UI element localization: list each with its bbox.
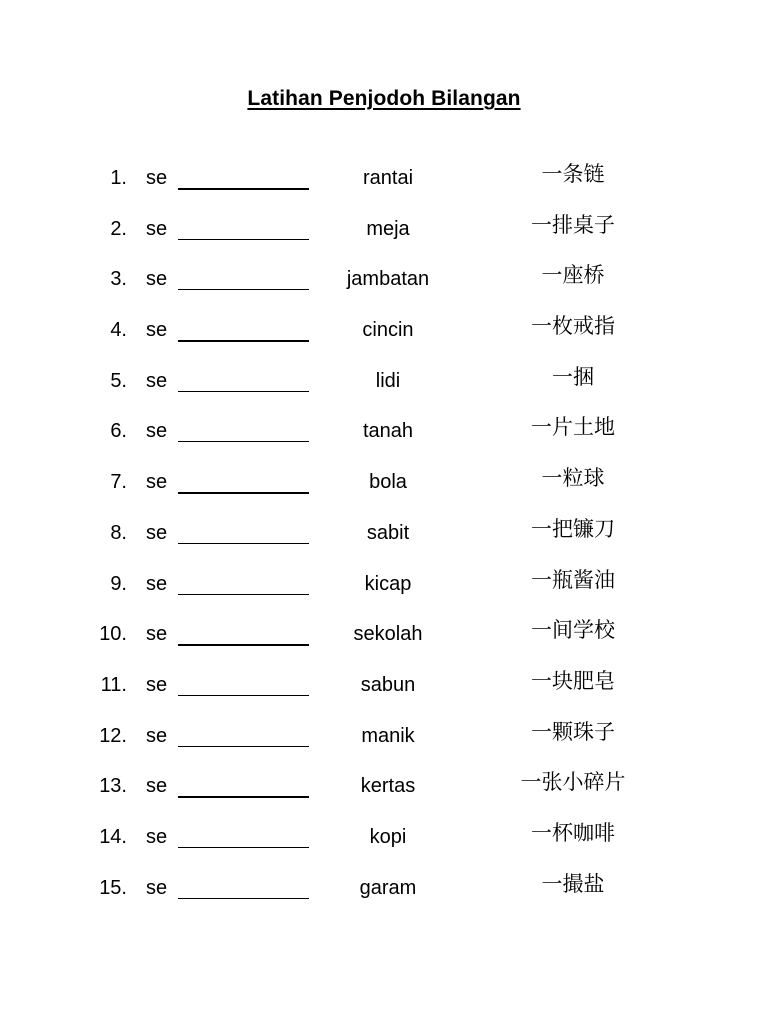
list-item <box>0 456 768 507</box>
item-prefix: se <box>146 623 168 646</box>
list-item <box>0 710 768 761</box>
item-number: 5. <box>110 369 127 392</box>
item-number: 9. <box>110 572 127 595</box>
answer-blank[interactable] <box>178 441 309 442</box>
list-item <box>0 253 768 304</box>
item-translation: 一瓶酱油 <box>531 567 615 592</box>
item-noun: rantai <box>362 167 414 189</box>
item-number: 3. <box>110 268 127 291</box>
list-item <box>0 862 768 913</box>
page-title: Latihan Penjodoh Bilangan <box>247 87 521 110</box>
answer-blank[interactable] <box>178 695 309 696</box>
exercise-list <box>0 152 768 912</box>
item-prefix: se <box>146 825 168 848</box>
item-number: 4. <box>110 319 127 342</box>
item-prefix: se <box>146 369 168 392</box>
item-translation: 一条链 <box>541 162 605 186</box>
item-noun: kicap <box>364 572 412 595</box>
answer-blank[interactable] <box>178 746 309 747</box>
item-translation: 一块肥皂 <box>531 668 615 693</box>
list-item <box>0 608 768 659</box>
item-translation: 一把镰刀 <box>531 516 615 541</box>
item-number: 6. <box>110 420 127 443</box>
item-translation: 一杯咖啡 <box>531 820 615 845</box>
answer-blank[interactable] <box>178 543 309 544</box>
item-noun: kertas <box>360 775 416 798</box>
item-number: 13. <box>99 775 127 798</box>
answer-blank[interactable] <box>178 239 309 240</box>
list-item <box>0 760 768 811</box>
answer-blank[interactable] <box>178 594 309 595</box>
answer-blank[interactable] <box>178 289 309 290</box>
answer-blank[interactable] <box>178 644 309 646</box>
list-item <box>0 304 768 355</box>
item-prefix: se <box>146 167 168 189</box>
list-item <box>0 355 768 406</box>
item-number: 8. <box>110 521 127 544</box>
item-translation: 一粒球 <box>541 466 605 491</box>
item-noun: sekolah <box>353 623 423 646</box>
item-prefix: se <box>146 471 168 494</box>
item-noun: garam <box>359 876 417 899</box>
item-number: 10. <box>99 623 127 646</box>
item-translation: 一枚戒指 <box>531 314 615 339</box>
list-item <box>0 558 768 609</box>
item-translation: 一张小碎片 <box>520 770 626 795</box>
answer-blank[interactable] <box>178 898 309 899</box>
item-prefix: se <box>146 724 168 747</box>
item-number: 14. <box>99 825 127 848</box>
item-noun: bola <box>369 471 407 494</box>
item-prefix: se <box>146 420 168 443</box>
item-noun: meja <box>366 217 410 240</box>
item-translation: 一颗珠子 <box>531 719 615 744</box>
answer-blank[interactable] <box>178 340 309 342</box>
item-number: 15. <box>99 876 127 899</box>
answer-blank[interactable] <box>178 492 309 494</box>
item-prefix: se <box>146 521 168 544</box>
item-translation: 一间学校 <box>531 618 615 643</box>
answer-blank[interactable] <box>178 188 309 190</box>
item-noun: tanah <box>362 420 414 443</box>
list-item <box>0 152 768 203</box>
item-number: 11. <box>100 673 127 696</box>
list-item <box>0 659 768 710</box>
answer-blank[interactable] <box>178 796 309 798</box>
item-prefix: se <box>146 673 168 696</box>
item-noun: cincin <box>362 319 414 342</box>
item-noun: sabun <box>360 673 416 696</box>
item-number: 7. <box>110 471 127 494</box>
item-prefix: se <box>146 217 168 240</box>
item-translation: 一座桥 <box>541 263 605 288</box>
list-item <box>0 405 768 456</box>
item-noun: jambatan <box>346 268 430 291</box>
item-noun: kopi <box>369 825 407 848</box>
item-number: 2. <box>110 217 127 240</box>
item-prefix: se <box>146 775 168 798</box>
item-number: 12. <box>99 724 127 747</box>
item-translation: 一撮盐 <box>541 871 605 896</box>
answer-blank[interactable] <box>178 847 309 848</box>
list-item <box>0 811 768 862</box>
item-translation: 一片土地 <box>531 415 615 440</box>
item-noun: sabit <box>366 521 410 544</box>
item-translation: 一排桌子 <box>531 212 615 237</box>
list-item <box>0 507 768 558</box>
item-prefix: se <box>146 572 168 595</box>
item-prefix: se <box>146 319 168 342</box>
item-prefix: se <box>146 876 168 899</box>
answer-blank[interactable] <box>178 391 309 392</box>
item-translation: 一捆 <box>552 364 594 389</box>
item-noun: manik <box>361 724 415 747</box>
item-number: 1. <box>110 167 127 189</box>
list-item <box>0 203 768 254</box>
item-noun: lidi <box>375 369 401 392</box>
item-prefix: se <box>146 268 168 291</box>
